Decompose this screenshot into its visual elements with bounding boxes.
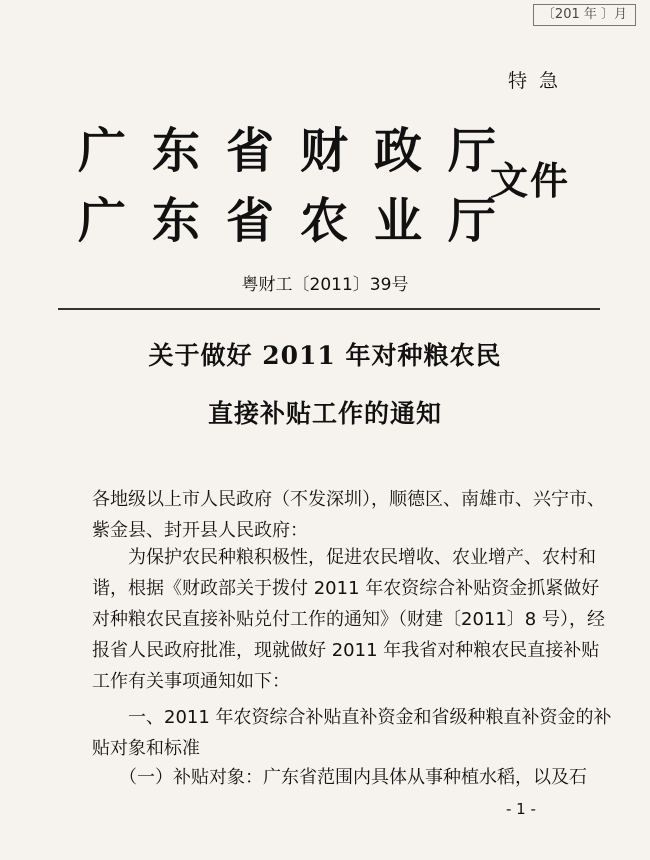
notice-title-line-2: 直接补贴工作的通知 bbox=[207, 399, 442, 428]
paragraph-line: 谐，根据《财政部关于拨付 2011 年农资综合补贴资金抓紧做好 bbox=[92, 578, 600, 599]
paragraph-line: 贴对象和标准 bbox=[92, 738, 200, 759]
paragraph-line: 为保护农民种粮积极性，促进农民增收、农业增产、农村和 bbox=[92, 547, 596, 568]
subsection-one bbox=[92, 762, 612, 793]
paragraph-line: 报省人民政府批准，现就做好 2011 年我省对种粮农民直接补贴 bbox=[92, 640, 600, 661]
addressee-line: 各地级以上市人民政府（不发深圳），顺德区、南雄市、兴宁市、 bbox=[92, 489, 605, 510]
paragraph-line: （一）补贴对象：广东省范围内具体从事种植水稻，以及石 bbox=[92, 767, 587, 788]
issuer-finance-department: 广东省财政厅 bbox=[78, 123, 523, 179]
addressee-line: 紫金县、封开县人民政府： bbox=[92, 520, 308, 541]
receipt-stamp: 〔201 年 〕月 bbox=[533, 4, 636, 26]
urgency-label: 特急 bbox=[508, 70, 571, 92]
page-number: - 1 - bbox=[506, 800, 536, 818]
paragraph-line: 工作有关事项通知如下： bbox=[92, 671, 290, 692]
section-one-heading bbox=[92, 702, 612, 764]
paragraph-line: 一、2011 年农资综合补贴直补资金和省级种粮直补资金的补 bbox=[92, 707, 612, 728]
document-type-label: 文件 bbox=[490, 158, 571, 203]
header-divider bbox=[58, 308, 600, 310]
notice-title-line-1: 关于做好 2011 年对种粮农民 bbox=[148, 341, 502, 370]
intro-paragraph bbox=[92, 542, 612, 697]
issuer-agriculture-department: 广东省农业厅 bbox=[78, 193, 523, 249]
paragraph-line: 对种粮农民直接补贴兑付工作的通知》（财建〔2011〕8 号），经 bbox=[92, 609, 605, 630]
document-number: 粤财工〔2011〕39号 bbox=[241, 275, 409, 295]
addressees bbox=[92, 484, 612, 546]
